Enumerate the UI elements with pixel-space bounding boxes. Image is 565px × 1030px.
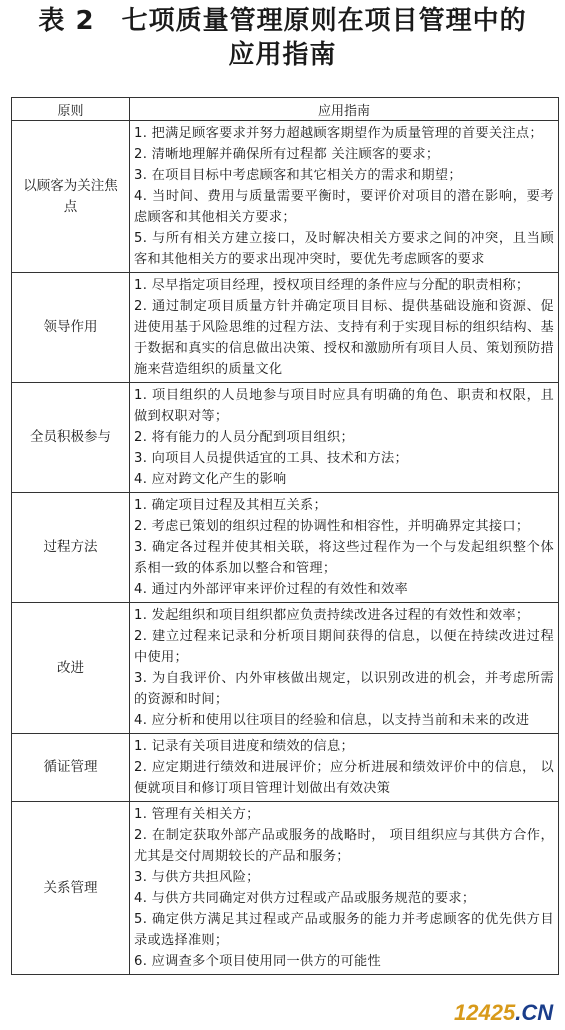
watermark-suffix: CN xyxy=(521,1000,554,1025)
guide-item: 1. 发起组织和项目组织都应负责持续改进各过程的有效性和效率； xyxy=(134,608,530,623)
guide-item: 1. 把满足顾客要求并努力超越顾客期望作为质量管理的首要关注点； xyxy=(134,126,543,141)
watermark-dot: . xyxy=(515,1000,522,1025)
guide-item: 5. 与所有相关方建立接口，及时解决相关方要求之间的冲突，且当顾客和其他相关方的要求出现冲突时，要优先考虑顾客的要求 xyxy=(134,231,554,267)
guide-item: 2. 清晰地理解并确保所有过程都 关注顾客的要求； xyxy=(134,147,440,162)
principles-table xyxy=(11,97,559,975)
guide-item: 1. 项目组织的人员地参与项目时应具有明确的角色、职责和权限，且做到权职对等； xyxy=(134,388,554,424)
guide-item: 4. 应对跨文化产生的影响 xyxy=(134,472,287,487)
table-row xyxy=(12,734,559,802)
guide-item: 1. 记录有关项目进度和绩效的信息； xyxy=(134,739,354,754)
guide-item: 5. 确定供方满足其过程或产品或服务的能力并考虑顾客的优先供方目录或选择准则； xyxy=(134,912,554,948)
guide-cell xyxy=(130,734,559,802)
guide-item: 6. 应调查多个项目使用同一供方的可能性 xyxy=(134,954,381,969)
table-title-line-1: 表 2 七项质量管理原则在项目管理中的 xyxy=(38,6,527,36)
guide-cell xyxy=(130,121,559,273)
guide-item: 4. 通过内外部评审来评价过程的有效性和效率 xyxy=(134,582,408,597)
table-body xyxy=(12,121,559,975)
guide-item: 1. 管理有关相关方； xyxy=(134,807,260,822)
principle-cell: 关系管理 xyxy=(12,802,130,975)
guide-cell xyxy=(130,802,559,975)
watermark-prefix: 12425 xyxy=(454,1000,516,1025)
table-row xyxy=(12,273,559,383)
principle-cell: 领导作用 xyxy=(12,273,130,383)
guide-item: 2. 考虑已策划的组织过程的协调性和相容性，并明确界定其接口； xyxy=(134,519,530,534)
header-principle: 原则 xyxy=(12,98,130,121)
principle-cell: 改进 xyxy=(12,603,130,734)
guide-item: 1. 尽早指定项目经理，授权项目经理的条件应与分配的职责相称； xyxy=(134,278,530,293)
guide-item: 4. 应分析和使用以往项目的经验和信息，以支持当前和未来的改进 xyxy=(134,713,530,728)
table-title-line-2: 应用指南 xyxy=(228,40,337,70)
header-guide: 应用指南 xyxy=(130,98,559,121)
principle-cell: 过程方法 xyxy=(12,493,130,603)
guide-item: 4. 当时间、费用与质量需要平衡时，要评价对项目的潜在影响，要考虑顾客和其他相关方要求； xyxy=(134,189,554,225)
guide-cell xyxy=(130,273,559,383)
principle-cell: 循证管理 xyxy=(12,734,130,802)
principle-cell: 以顾客为关注焦点 xyxy=(12,121,130,273)
guide-item: 1. 确定项目过程及其相互关系； xyxy=(134,498,328,513)
guide-cell xyxy=(130,383,559,493)
guide-item: 2. 通过制定项目质量方针并确定项目目标、提供基础设施和资源、促进使用基于风险思维的过程方法、支持有利于实现目标的组织结构、基于数据和真实的信息做出决策、授权和激励所有项目人员、策划预防措施来营造组织的质量文化 xyxy=(134,299,554,377)
table-row xyxy=(12,493,559,603)
table-header-row xyxy=(12,98,559,121)
table-row xyxy=(12,802,559,975)
table-row xyxy=(12,121,559,273)
guide-item: 3. 向项目人员提供适宜的工具、技术和方法； xyxy=(134,451,408,466)
guide-item: 4. 与供方共同确定对供方过程或产品或服务规范的要求； xyxy=(134,891,476,906)
table-row xyxy=(12,383,559,493)
guide-item: 2. 在制定获取外部产品或服务的战略时， 项目组织应与其供方合作，尤其是交付周期较长的产品和服务； xyxy=(134,828,554,864)
guide-item: 2. 应定期进行绩效和进展评价；应分析进展和绩效评价中的信息， 以便就项目和修订项目管理计划做出有效决策 xyxy=(134,760,554,796)
guide-item: 2. 建立过程来记录和分析项目期间获得的信息，以便在持续改进过程中使用； xyxy=(134,629,554,665)
guide-item: 3. 在项目目标中考虑顾客和其它相关方的需求和期望； xyxy=(134,168,462,183)
site-watermark xyxy=(452,1000,555,1026)
guide-item: 3. 确定各过程并使其相关联，将这些过程作为一个与发起组织整个体系相一致的体系加以整合和管理； xyxy=(134,540,554,576)
guide-item: 3. 为自我评价、内外审核做出规定，以识别改进的机会，并考虑所需的资源和时间； xyxy=(134,671,554,707)
guide-cell xyxy=(130,493,559,603)
guide-item: 2. 将有能力的人员分配到项目组织； xyxy=(134,430,354,445)
table-row xyxy=(12,603,559,734)
guide-item: 3. 与供方共担风险； xyxy=(134,870,260,885)
principle-cell: 全员积极参与 xyxy=(12,383,130,493)
guide-cell xyxy=(130,603,559,734)
